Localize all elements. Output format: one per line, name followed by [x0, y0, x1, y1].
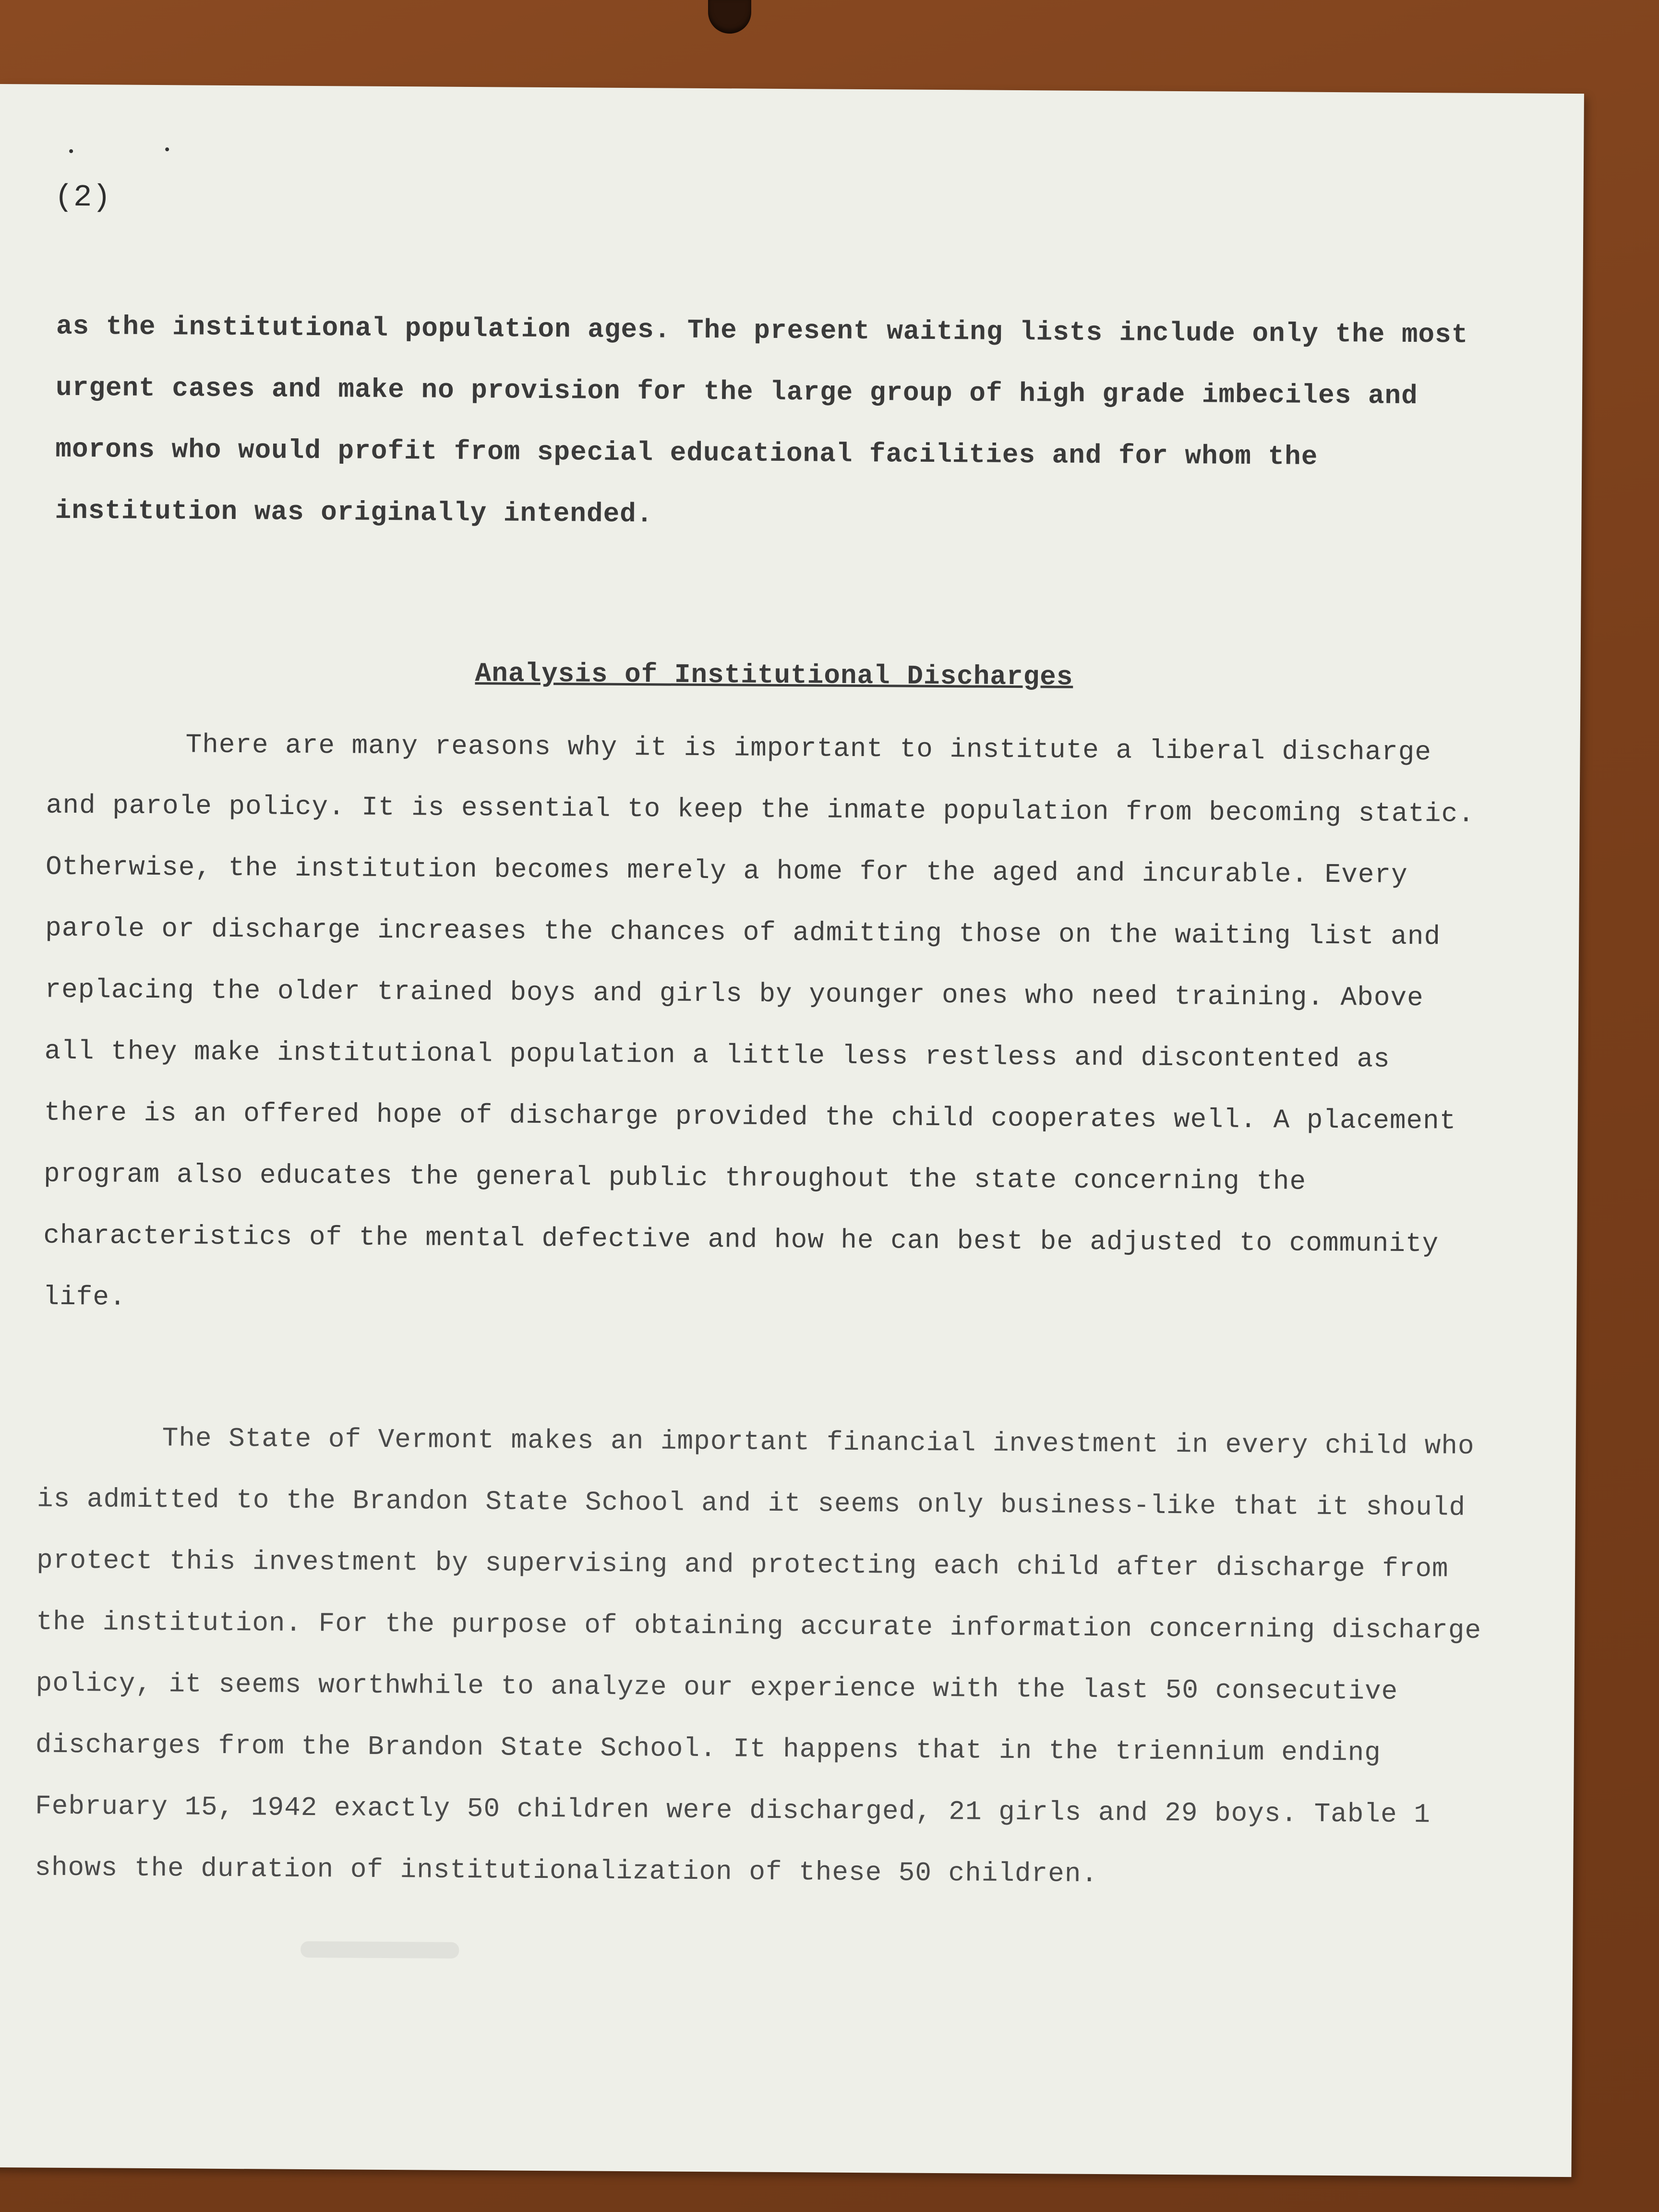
section-heading: Analysis of Institutional Discharges — [475, 658, 1073, 693]
paragraph-discharge-policy: There are many reasons why it is important to institute a liberal discharge and parole policy. It is essential to keep the inmate population from becoming static. Otherwise, the institution becomes merely a home for the aged and incurable. Every parole or discharge increases the chances of admitting those on the waiting list and replacing the older trained boys and girls by younger ones who need training. Above all they make institutional population a little less restless and discontented as there is an offered hope of discharge provided the child cooperates well. A placement program also educates the general public throughout the state concerning the characteristics of the mental defective and how he can best be adjusted to community life. — [43, 729, 1475, 1313]
page-number: (2) — [54, 180, 111, 216]
paragraph-financial-investment: The State of Vermont makes an important financial investment in every child who is admitted to the Brandon State School and it seems only business-like that it should protect this investment by supervising and protecting each child after discharge from the institution. For the purpose of obtaining accurate information concerning discharge policy, it seems worthwhile to analyze our experience with the last 50 consecutive discharges from the Brandon State School. It happens that in the triennium ending February 15, 1942 exactly 50 children were discharged, 21 girls and 29 boys. Table 1 shows the duration of institutionalization of these 50 children. — [35, 1423, 1482, 1890]
ink-speck — [69, 149, 73, 153]
typewritten-page — [0, 84, 1584, 2177]
page-body — [35, 180, 1509, 1890]
faint-smudge — [301, 1941, 459, 1959]
punch-hole — [708, 0, 751, 34]
paragraph-continued: as the institutional population ages. The present waiting lists include only the most urgent cases and make no provision for the large group of high grade imbeciles and morons who would profit from special educational facilities and for whom the institution was originally intended. — [55, 311, 1468, 530]
ink-speck — [165, 147, 169, 151]
